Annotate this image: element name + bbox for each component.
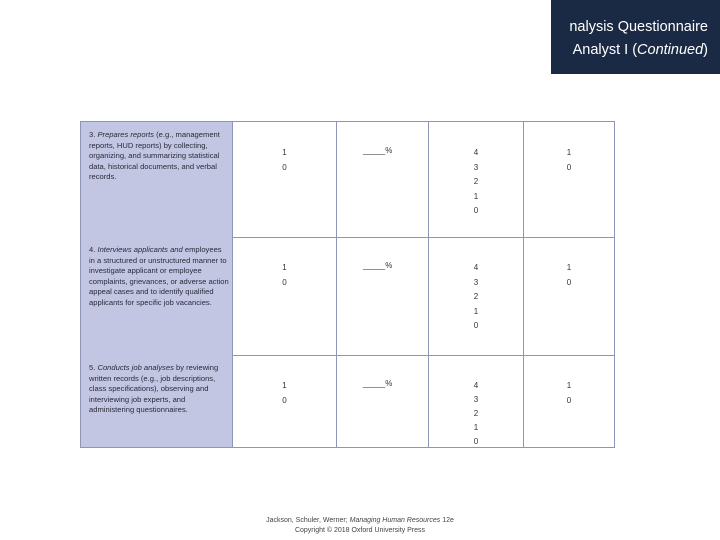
- rating-cell-importance: [429, 122, 524, 237]
- table-row: [81, 122, 614, 238]
- percent-blank: _____%: [363, 379, 393, 388]
- rating-value: 0: [282, 162, 287, 172]
- rating-value: 0: [473, 321, 479, 330]
- rating-value: 0: [566, 395, 572, 405]
- rating-value: 4: [473, 263, 479, 272]
- copyright-line: Copyright © 2018 Oxford University Press: [294, 527, 426, 534]
- task-title: Conducts job analyses: [97, 363, 174, 372]
- rating-value: 0: [282, 395, 287, 405]
- rating-cell-necessary: [524, 355, 614, 447]
- title-line-2-suffix: ): [703, 42, 708, 58]
- rating-cell-necessary: [524, 237, 614, 355]
- rating-value: 0: [282, 277, 287, 287]
- slide-title: [551, 0, 720, 74]
- citation-authors: Jackson, Schuler, Werner;: [266, 517, 350, 524]
- title-line-2-prefix: Analyst I (: [572, 42, 638, 58]
- rating-value: 1: [282, 381, 287, 390]
- rating-value: 1: [566, 381, 572, 390]
- citation-book-title: Managing Human Resources: [349, 517, 441, 524]
- task-title: Interviews applicants and: [97, 245, 183, 254]
- task-cell: [81, 237, 233, 355]
- task-title: Prepares reports: [97, 130, 155, 139]
- rating-value: 0: [473, 206, 479, 215]
- task-detail: by reviewing written records (e.g., job descriptions, class specifications), observing and interviewing job experts, and administering questionnaires.: [89, 363, 219, 415]
- task-detail: (e.g., management reports, HUD reports) by collecting, organizing, and summarizing statistical data, historical documents, and verbal records.: [89, 130, 220, 182]
- rating-value: 4: [473, 148, 479, 157]
- rating-value: 1: [473, 191, 479, 201]
- task-cell: [81, 355, 233, 447]
- questionnaire-table: [80, 121, 615, 448]
- rating-value: 1: [566, 148, 572, 157]
- rating-value: 1: [473, 423, 479, 432]
- rating-cell-performed: [233, 237, 337, 355]
- task-number: 3.: [89, 130, 96, 139]
- citation-edition: 12e: [440, 517, 454, 524]
- rating-value: 0: [473, 437, 479, 446]
- rating-value: 1: [282, 148, 287, 157]
- rating-value: 0: [566, 277, 572, 287]
- task-number: 5.: [89, 363, 96, 372]
- rating-cell-performed: [233, 122, 337, 237]
- rating-value: 2: [473, 177, 479, 186]
- rating-cell-necessary: [524, 122, 614, 237]
- percent-blank: _____%: [363, 146, 393, 155]
- percent-blank: _____%: [363, 261, 393, 270]
- title-line-2: [573, 39, 708, 61]
- rating-value: 4: [473, 381, 479, 390]
- table-row: [81, 355, 614, 447]
- citation-footer: [0, 516, 720, 536]
- rating-value: 3: [473, 277, 479, 287]
- task-description: [89, 245, 229, 309]
- task-number: 4.: [89, 245, 96, 254]
- rating-value: 2: [473, 409, 479, 418]
- citation-line-1: [0, 516, 720, 526]
- rating-value: 1: [282, 263, 287, 272]
- table-row: [81, 237, 614, 356]
- task-description: [89, 363, 229, 416]
- rating-cell-performed: [233, 355, 337, 447]
- rating-value: 2: [473, 292, 479, 301]
- rating-cell-importance: [429, 355, 524, 447]
- rating-value: 0: [566, 162, 572, 172]
- task-detail: employees in a structured or unstructured manner to investigate applicant or employee complaints, grievances, or adverse action appeal cases and to identify qualified applicants for specific job vacancies.: [89, 245, 229, 307]
- rating-value: 3: [473, 162, 479, 172]
- title-line-1: nalysis Questionnaire: [569, 19, 708, 35]
- rating-value: 1: [473, 306, 479, 316]
- rating-value: 1: [566, 263, 572, 272]
- percent-cell: [337, 355, 429, 447]
- task-cell: [81, 122, 233, 237]
- percent-cell: [337, 122, 429, 237]
- rating-cell-importance: [429, 237, 524, 355]
- title-line-2-italic: Continued: [637, 42, 704, 58]
- percent-cell: [337, 237, 429, 355]
- rating-value: 3: [473, 395, 479, 404]
- task-description: [89, 130, 229, 183]
